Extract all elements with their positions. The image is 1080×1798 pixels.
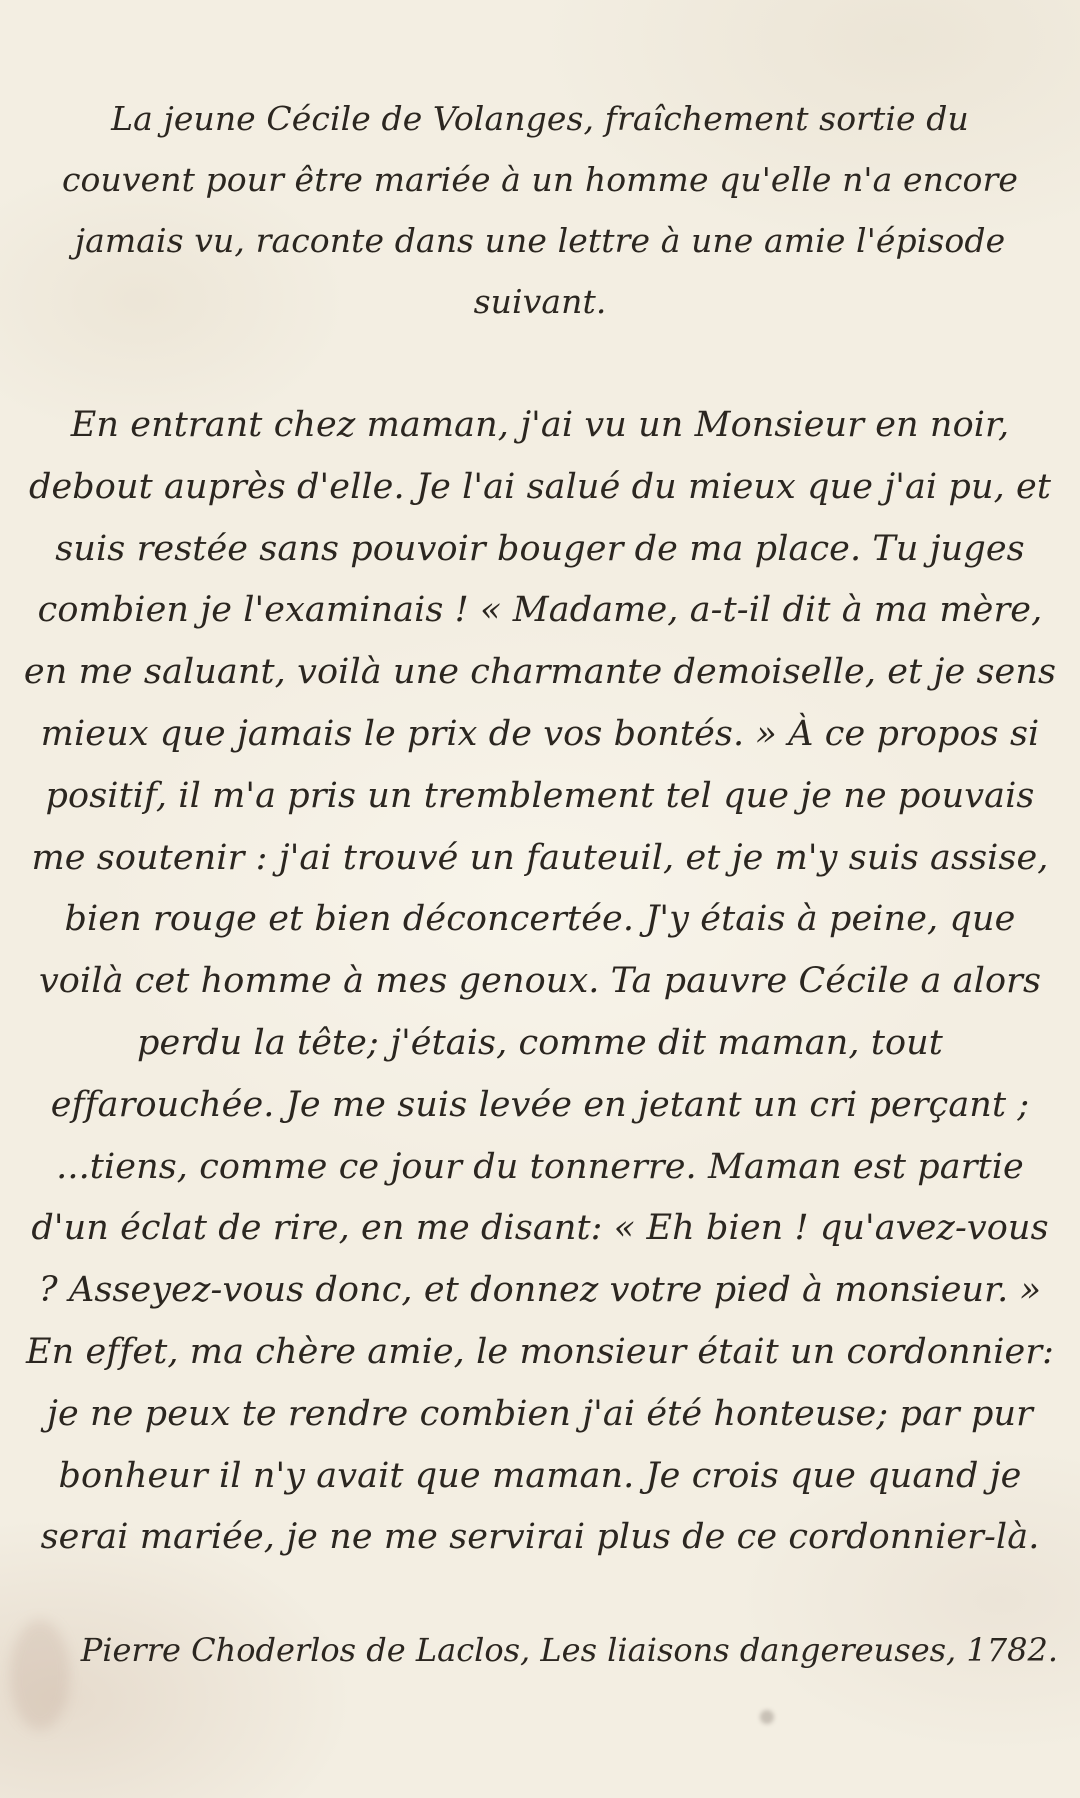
paper-stain	[760, 1710, 774, 1724]
letter-excerpt: En entrant chez maman, j'ai vu un Monsieur en noir, debout auprès d'elle. Je l'ai salué du mieux que j'ai pu, et suis restée sans pouvoir bouger de ma place. Tu juges combien je l'examinais ! « Madame, a-t-il dit à ma mère, en me saluant, voilà une charmante demoiselle, et je sens mieux que jamais le prix de vos bontés. » À ce propos si positif, il m'a pris un tremblement tel que je ne pouvais me soutenir : j'ai trouvé un fauteuil, et je m'y suis assise, bien rouge et bien déconcertée. J'y étais à peine, que voilà cet homme à mes genoux. Ta pauvre Cécile a alors perdu la tête; j'étais, comme dit maman, tout effarouchée. Je me suis levée en jetant un cri perçant ; ...tiens, comme ce jour du tonnerre. Maman est partie d'un éclat de rire, en me disant: « Eh bien ! qu'avez-vous ? Asseyez-vous donc, et donnez votre pied à monsieur. » En effet, ma chère amie, le monsieur était un cordonnier: je ne peux te rendre combien j'ai été honteuse; par pur bonheur il n'y avait que maman. Je crois que quand je serai mariée, je ne me servirai plus de ce cordonnier-là.	[23, 405, 1057, 1558]
intro-paragraph: La jeune Cécile de Volanges, fraîchement sortie du couvent pour être mariée à un homme qu'elle n'a encore jamais vu, raconte dans une lettre à une amie l'épisode suivant.	[61, 99, 1019, 321]
document-body	[22, 88, 1058, 1675]
attribution: Pierre Choderlos de Laclos, Les liaisons dangereuses, 1782.	[80, 1631, 1058, 1670]
